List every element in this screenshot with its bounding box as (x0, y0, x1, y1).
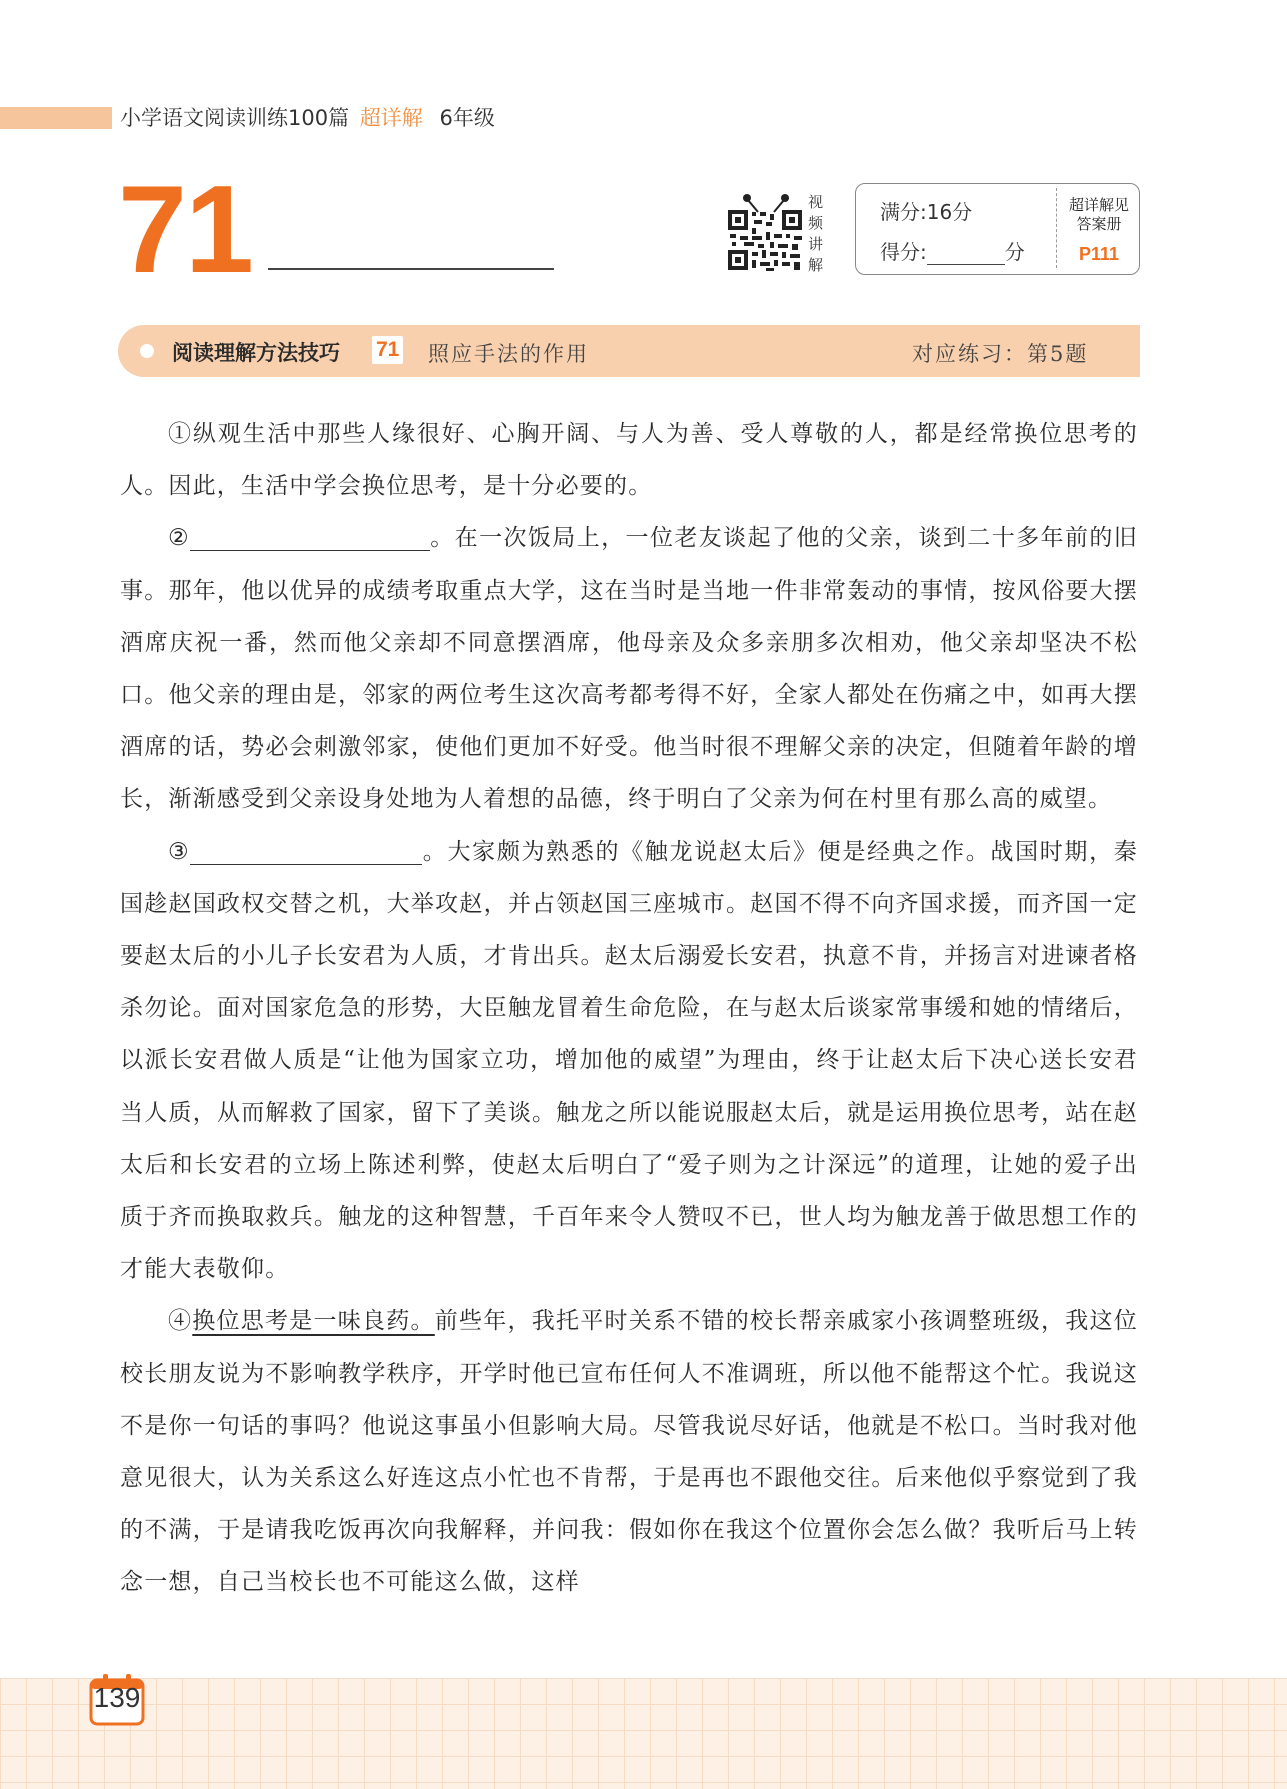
paragraph-1: ①纵观生活中那些人缘很好、心胸开阔、与人为善、受人尊敬的人，都是经常换位思考的人。因此，生活中学会换位思考，是十分必要的。 (120, 421, 1138, 500)
score-divider (1056, 188, 1057, 268)
score-unit: 分 (1004, 240, 1025, 264)
banner-number: 71 (372, 336, 403, 364)
banner-practice-ref: 对应练习：第5题 (912, 342, 1089, 366)
banner-title: 阅读理解方法技巧 (172, 341, 340, 365)
banner-bullet-icon (140, 344, 154, 358)
footer-grid (0, 1678, 1287, 1789)
lesson-number: 71 (118, 161, 252, 299)
full-score: 满分:16分 (880, 200, 973, 224)
paragraph-4 (120, 1295, 1138, 1608)
answer-line-1: 超详解见 (1068, 196, 1129, 214)
paragraph-3-text: 。大家颇为熟悉的《触龙说赵太后》便是经典之作。战国时期，秦国趁赵国政权交替之机，大举攻赵，并占领赵国三座城市。赵国不得不向齐国求援，而齐国一定要赵太后的小儿子长安君为人质，才肯出兵。赵太后溺爱长安君，执意不肯，并扬言对进谏者格杀勿论。面对国家危急的形势，大臣触龙冒着生命危险，在与赵太后谈家常事缓和她的情绪后，以派长安君做人质是“让他为国家立功，增加他的威望”为理由，终于让赵太后下决心送长安君当人质，从而解救了国家，留下了美谈。触龙之所以能说服赵太后，就是运用换位思考，站在赵太后和长安君的立场上陈述利弊，使赵太后明白了“爱子则为之计深远”的道理，让她的爱子出质于齐而换取救兵。触龙的这种智慧，千百年来令人赞叹不已，世人均为触龙善于做思想工作的才能大表敬仰。 (120, 838, 1138, 1283)
video-explain-label (808, 192, 826, 276)
book-title: 小学语文阅读训练100篇 (120, 106, 350, 130)
answer-line-2: 答案册 (1076, 215, 1122, 233)
paragraph-2-text: 。在一次饭局上，一位老友谈起了他的父亲，谈到二十多年前的旧事。那年，他以优异的成绩考取重点大学，这在当时是当地一件非常轰动的事情，按风俗要大摆酒席庆祝一番，然而他父亲却不同意摆酒席，他母亲及众多亲朋多次相劝，他父亲却坚决不松口。他父亲的理由是，邻家的两位考生这次高考都考得不好，全家人都处在伤痛之中，如再大摆酒席的话，势必会刺激邻家，使他们更加不好受。他当时很不理解父亲的决定，但随着年龄的增长，渐渐感受到父亲设身处地为人着想的品德，终于明白了父亲为何在村里有那么高的威望。 (120, 525, 1138, 813)
paragraph-4-underlined: 换位思考是一味良药。 (192, 1308, 435, 1335)
answer-reference (1058, 196, 1140, 234)
paragraph-3 (120, 826, 1138, 1296)
grade-label: 6年级 (439, 106, 495, 130)
book-header (120, 102, 495, 132)
paragraph-2 (120, 512, 1138, 825)
paragraph-4-number: ④ (168, 1308, 193, 1335)
page-number: 139 (93, 1682, 141, 1713)
edition-label: 超详解 (359, 106, 423, 130)
score-obtained (880, 236, 1025, 265)
article-body (120, 408, 1138, 1609)
title-blank-line (268, 268, 554, 270)
score-input-blank[interactable] (927, 246, 1005, 265)
video-label-char: 频 (808, 214, 824, 232)
answer-page: P111 (1078, 244, 1120, 264)
video-label-char: 视 (808, 193, 824, 211)
score-label: 得分: (880, 240, 927, 264)
paragraph-4-text: 前些年，我托平时关系不错的校长帮亲戚家小孩调整班级，我这位校长朋友说为不影响教学秩序，开学时他已宣布任何人不准调班，所以他不能帮这个忙。我说这不是你一句话的事吗？他说这事虽小但影响大局。尽管我说尽好话，他就是不松口。当时我对他意见很大，认为关系这么好连这点小忙也不肯帮，于是再也不跟他交往。后来他似乎察觉到了我的不满，于是请我吃饭再次向我解释，并问我：假如你在我这个位置你会怎么做？我听后马上转念一想，自己当校长也不可能这么做，这样 (120, 1308, 1139, 1596)
video-label-char: 解 (808, 256, 824, 274)
paragraph-2-number: ② (168, 525, 191, 552)
paragraph-3-number: ③ (168, 838, 191, 865)
answer-blank-2[interactable] (190, 520, 430, 551)
answer-blank-3[interactable] (190, 834, 422, 865)
video-qr-code-icon[interactable] (726, 190, 804, 272)
video-label-char: 讲 (808, 235, 824, 253)
header-accent-bar (0, 107, 112, 129)
banner-subtitle: 照应手法的作用 (428, 342, 589, 366)
